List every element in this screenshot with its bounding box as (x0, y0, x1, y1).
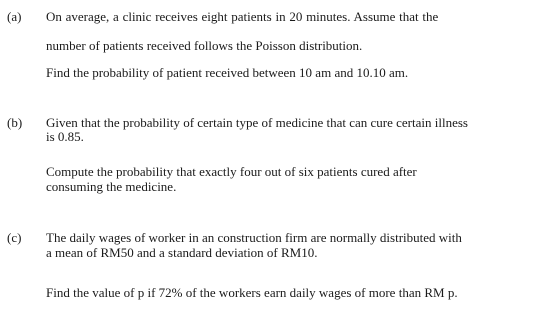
question-label: (c) (7, 230, 22, 245)
question-label: (b) (7, 115, 23, 130)
question-text-line: On average, a clinic receives eight patients in 20 minutes. Assume that the (46, 9, 439, 24)
question-text-line: consuming the medicine. (46, 179, 177, 194)
question-text-line: a mean of RM50 and a standard deviation of RM10. (46, 245, 318, 260)
question-text-line: Find the value of p if 72% of the workers earn daily wages of more than RM p. (46, 285, 458, 300)
question-text-line: The daily wages of worker in an construction firm are normally distributed with (46, 230, 462, 245)
question-text-line: Compute the probability that exactly four out of six patients cured after (46, 164, 417, 179)
question-text-line: number of patients received follows the Poisson distribution. (46, 38, 363, 53)
question-label: (a) (7, 9, 22, 24)
question-text-line: Find the probability of patient received between 10 am and 10.10 am. (46, 65, 409, 80)
question-text-line: is 0.85. (46, 129, 84, 144)
question-text-line: Given that the probability of certain type of medicine that can cure certain illness (46, 115, 468, 130)
